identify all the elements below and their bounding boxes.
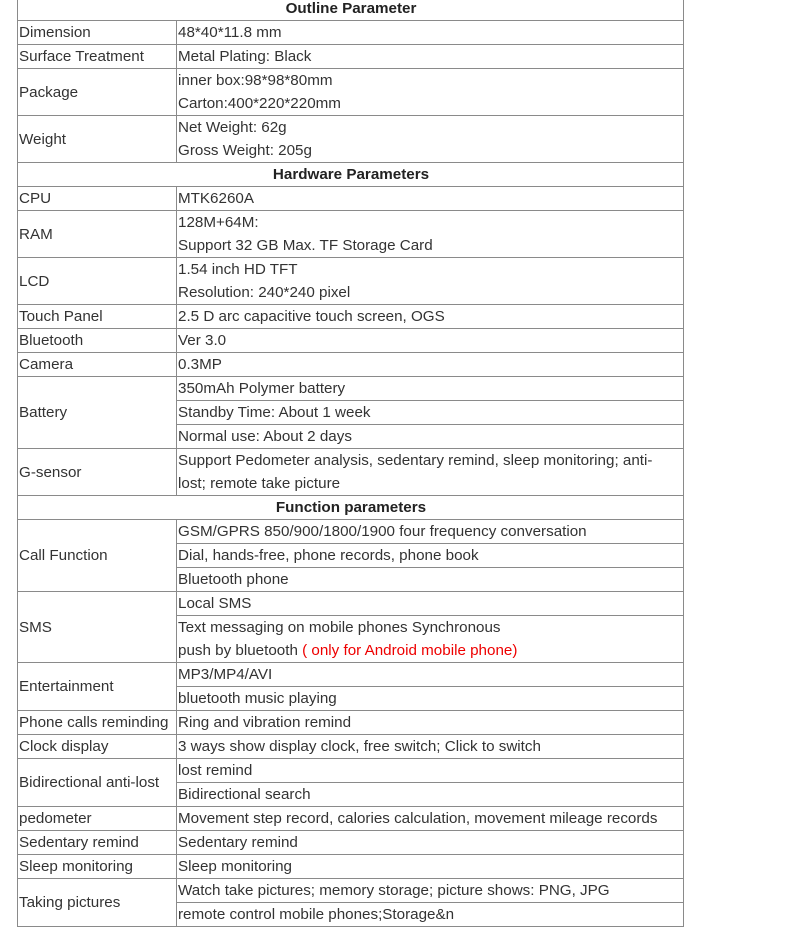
value-line — [178, 879, 683, 902]
param-value-cpu — [177, 187, 684, 211]
param-value-call-function — [177, 568, 684, 592]
value-line — [178, 21, 683, 44]
value-text: push by bluetooth — [178, 642, 298, 659]
table-row — [18, 663, 684, 687]
section-title-outline-parameter: Outline Parameter — [18, 0, 684, 21]
section-title-function-parameters: Function parameters — [18, 496, 684, 520]
value-text: Watch take pictures; memory storage; picture shows: PNG, JPG — [178, 882, 610, 899]
param-value-phone-calls-reminding — [177, 711, 684, 735]
param-value-call-function — [177, 520, 684, 544]
value-line — [178, 281, 683, 304]
value-line — [178, 735, 683, 758]
value-line — [178, 616, 683, 639]
param-label-touch-panel: Touch Panel — [18, 305, 177, 329]
table-row — [18, 807, 684, 831]
value-text: Standby Time: About 1 week — [178, 404, 371, 421]
table-row — [18, 116, 684, 163]
param-value-lcd — [177, 258, 684, 305]
value-text: 350mAh Polymer battery — [178, 380, 346, 397]
table-row — [18, 377, 684, 401]
value-text: lost remind — [178, 762, 253, 779]
param-value-ram — [177, 211, 684, 258]
table-row — [18, 69, 684, 116]
param-value-camera — [177, 353, 684, 377]
value-line — [178, 258, 683, 281]
value-line — [178, 592, 683, 615]
value-text: Metal Plating: Black — [178, 48, 312, 65]
value-line — [178, 353, 683, 376]
value-text: 1.54 inch HD TFT — [178, 261, 298, 278]
value-line — [178, 92, 683, 115]
value-text: Normal use: About 2 days — [178, 428, 352, 445]
value-text: Resolution: 240*240 pixel — [178, 284, 351, 301]
value-line — [178, 903, 683, 926]
table-row — [18, 211, 684, 258]
param-value-touch-panel — [177, 305, 684, 329]
value-text: MTK6260A — [178, 190, 254, 207]
value-text: inner box:98*98*80mm — [178, 72, 333, 89]
value-text: Local SMS — [178, 595, 252, 612]
param-value-call-function — [177, 544, 684, 568]
section-header-row — [18, 496, 684, 520]
value-text: GSM/GPRS 850/900/1800/1900 four frequency conversation — [178, 523, 587, 540]
value-line — [178, 69, 683, 92]
table-row — [18, 45, 684, 69]
param-label-pedometer: pedometer — [18, 807, 177, 831]
spec-table — [17, 0, 684, 927]
param-label-surface-treatment: Surface Treatment — [18, 45, 177, 69]
table-row — [18, 21, 684, 45]
param-label-sleep-monitoring: Sleep monitoring — [18, 855, 177, 879]
param-label-bluetooth: Bluetooth — [18, 329, 177, 353]
param-value-battery — [177, 401, 684, 425]
value-line — [178, 305, 683, 328]
value-line — [178, 568, 683, 591]
value-text: Net Weight: 62g — [178, 119, 287, 136]
table-row — [18, 855, 684, 879]
table-row — [18, 831, 684, 855]
param-value-package — [177, 69, 684, 116]
value-text: Gross Weight: 205g — [178, 142, 312, 159]
param-value-bidirectional-anti-lost — [177, 783, 684, 807]
table-row — [18, 592, 684, 616]
value-line — [178, 45, 683, 68]
value-line — [178, 139, 683, 162]
param-label-weight: Weight — [18, 116, 177, 163]
table-row — [18, 329, 684, 353]
value-text: Sleep monitoring — [178, 858, 292, 875]
value-text: Dial, hands-free, phone records, phone book — [178, 547, 479, 564]
value-text: Ver 3.0 — [178, 332, 227, 349]
param-label-sedentary-remind: Sedentary remind — [18, 831, 177, 855]
table-row — [18, 879, 684, 903]
value-text: Bidirectional search — [178, 786, 311, 803]
param-label-cpu: CPU — [18, 187, 177, 211]
table-row — [18, 187, 684, 211]
value-line — [178, 449, 683, 472]
param-value-bidirectional-anti-lost — [177, 759, 684, 783]
section-header-row — [18, 163, 684, 187]
param-value-entertainment — [177, 687, 684, 711]
value-text: Sedentary remind — [178, 834, 298, 851]
value-text: 0.3MP — [178, 356, 222, 373]
value-line — [178, 401, 683, 424]
param-label-dimension: Dimension — [18, 21, 177, 45]
value-line — [178, 329, 683, 352]
value-line — [178, 759, 683, 782]
value-line — [178, 544, 683, 567]
value-line — [178, 116, 683, 139]
table-row — [18, 449, 684, 496]
table-row — [18, 520, 684, 544]
value-line — [178, 211, 683, 234]
param-value-bluetooth — [177, 329, 684, 353]
param-value-weight — [177, 116, 684, 163]
value-line — [178, 520, 683, 543]
value-line — [178, 425, 683, 448]
section-header-row — [18, 0, 684, 21]
value-text: Bluetooth phone — [178, 571, 289, 588]
param-value-taking-pictures — [177, 903, 684, 927]
value-text: Text messaging on mobile phones Synchronous — [178, 619, 501, 636]
table-row — [18, 305, 684, 329]
value-line — [178, 783, 683, 806]
value-text: Carton:400*220*220mm — [178, 95, 341, 112]
param-label-clock-display: Clock display — [18, 735, 177, 759]
value-text: Support 32 GB Max. TF Storage Card — [178, 237, 433, 254]
value-text: 128M+64M: — [178, 214, 259, 231]
param-value-dimension — [177, 21, 684, 45]
param-label-ram: RAM — [18, 211, 177, 258]
param-label-camera: Camera — [18, 353, 177, 377]
value-text: lost; remote take picture — [178, 475, 341, 492]
android-only-note: ( only for Android mobile phone) — [297, 642, 518, 659]
param-value-sleep-monitoring — [177, 855, 684, 879]
param-value-battery — [177, 377, 684, 401]
param-value-g-sensor — [177, 449, 684, 496]
param-value-entertainment — [177, 663, 684, 687]
param-label-call-function: Call Function — [18, 520, 177, 592]
value-line — [178, 187, 683, 210]
value-text: MP3/MP4/AVI — [178, 666, 273, 683]
section-title-hardware-parameters: Hardware Parameters — [18, 163, 684, 187]
value-text: 3 ways show display clock, free switch; Click to switch — [178, 738, 541, 755]
value-line — [178, 831, 683, 854]
value-line — [178, 472, 683, 495]
value-text: 48*40*11.8 mm — [178, 24, 282, 41]
table-row — [18, 759, 684, 783]
param-value-sedentary-remind — [177, 831, 684, 855]
value-line — [178, 639, 683, 662]
table-row — [18, 258, 684, 305]
param-value-sms — [177, 592, 684, 616]
value-line — [178, 855, 683, 878]
param-label-taking-pictures: Taking pictures — [18, 879, 177, 927]
param-label-package: Package — [18, 69, 177, 116]
value-line — [178, 234, 683, 257]
value-text: Ring and vibration remind — [178, 714, 352, 731]
value-line — [178, 663, 683, 686]
table-row — [18, 711, 684, 735]
param-label-bidirectional-anti-lost: Bidirectional anti-lost — [18, 759, 177, 807]
param-label-battery: Battery — [18, 377, 177, 449]
param-value-taking-pictures — [177, 879, 684, 903]
value-text: 2.5 D arc capacitive touch screen, OGS — [178, 308, 445, 325]
param-label-lcd: LCD — [18, 258, 177, 305]
value-text: Support Pedometer analysis, sedentary remind, sleep monitoring; anti- — [178, 452, 653, 469]
param-label-entertainment: Entertainment — [18, 663, 177, 711]
value-line — [178, 687, 683, 710]
param-label-phone-calls-reminding: Phone calls reminding — [18, 711, 177, 735]
param-value-sms — [177, 616, 684, 663]
param-value-surface-treatment — [177, 45, 684, 69]
table-row — [18, 735, 684, 759]
value-text: remote control mobile phones;Storage&n — [178, 906, 455, 923]
value-line — [178, 711, 683, 734]
param-label-g-sensor: G-sensor — [18, 449, 177, 496]
param-label-sms: SMS — [18, 592, 177, 663]
value-line — [178, 807, 683, 830]
value-text: bluetooth music playing — [178, 690, 337, 707]
param-value-pedometer — [177, 807, 684, 831]
value-line — [178, 377, 683, 400]
value-text: Movement step record, calories calculation, movement mileage records — [178, 810, 658, 827]
param-value-clock-display — [177, 735, 684, 759]
table-row — [18, 353, 684, 377]
param-value-battery — [177, 425, 684, 449]
